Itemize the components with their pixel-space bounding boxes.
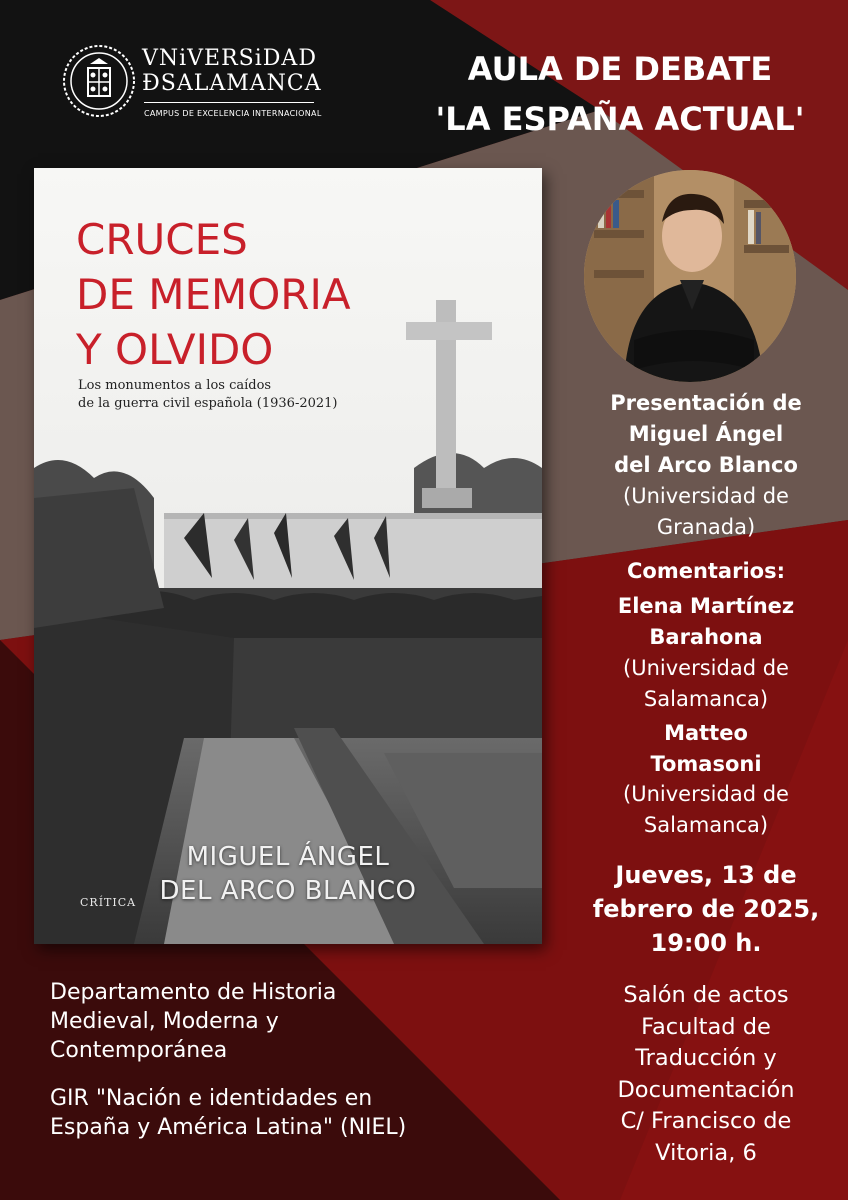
commentator-1-name: Elena Martínez Barahona xyxy=(617,594,795,649)
event-title-line1: AULA DE DEBATE xyxy=(467,50,773,88)
commentator-2-name: Matteo Tomasoni xyxy=(650,721,762,776)
event-venue: Salón de actos Facultad de Traducción y Documentación C/ Francisco de Vitoria, 6 xyxy=(617,982,795,1166)
speaker-photo-illustration xyxy=(584,170,796,382)
university-name: VNiVERSiDAD ÐSALAMANCA xyxy=(142,46,322,96)
organizer-research-group: GIR "Nación e identidades en España y América Latina" (NIEL) xyxy=(50,1086,407,1140)
organizer-department: Departamento de Historia Medieval, Moderna y Contemporánea xyxy=(50,980,337,1063)
university-subtitle: CAMPUS DE EXCELENCIA INTERNACIONAL xyxy=(144,109,322,118)
event-title-line2: 'LA ESPAÑA ACTUAL' xyxy=(435,100,805,138)
speaker-portrait xyxy=(584,170,796,382)
presentation-block: Presentación de Miguel Ángel del Arco Blanco xyxy=(610,391,802,477)
presenter-affiliation: (Universidad de Granada) xyxy=(623,484,789,539)
book-author: MIGUEL ÁNGEL DEL ARCO BLANCO xyxy=(159,842,417,906)
book-title: CRUCES DE MEMORIA Y OLVIDO xyxy=(76,215,351,374)
event-date: Jueves, 13 de febrero de 2025, 19:00 h. xyxy=(592,861,820,957)
logo-divider xyxy=(144,102,314,103)
book-subtitle: Los monumentos a los caídos de la guerra civil española (1936-2021) xyxy=(78,378,338,411)
comments-label: Comentarios: xyxy=(626,559,785,583)
book-publisher: CRÍTICA xyxy=(80,896,137,909)
book-cover xyxy=(34,168,542,944)
commentator-2-affiliation: (Universidad de Salamanca) xyxy=(623,782,789,837)
university-logo xyxy=(62,42,332,126)
university-seal-icon xyxy=(62,44,136,118)
event-title xyxy=(400,44,840,144)
commentator-1-affiliation: (Universidad de Salamanca) xyxy=(623,656,789,711)
